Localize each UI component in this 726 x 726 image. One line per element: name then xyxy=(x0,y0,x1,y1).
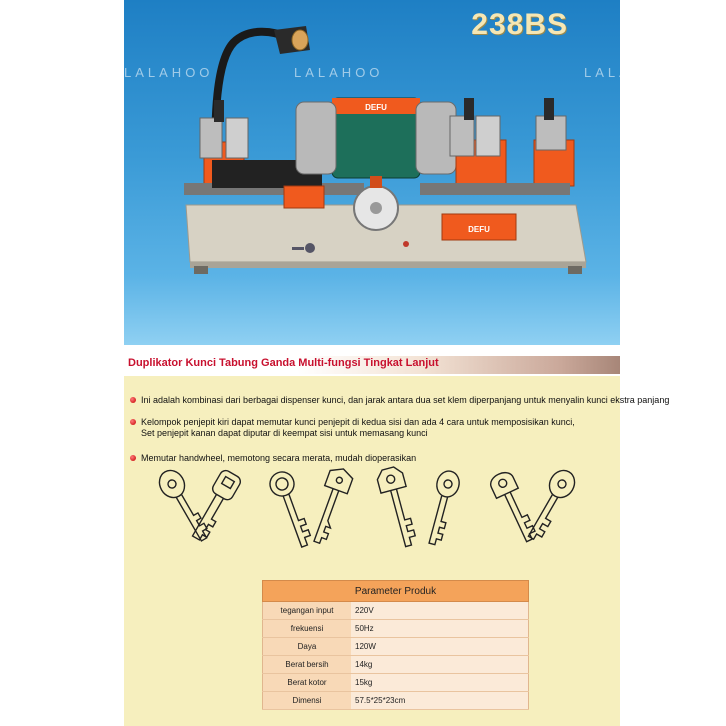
right-clamp-knob xyxy=(464,98,474,120)
left-cutter-guard xyxy=(296,102,336,174)
table-row xyxy=(263,656,529,674)
bullet-icon xyxy=(130,397,136,403)
param-value: 220V xyxy=(351,602,529,620)
watermark: LALAHOO xyxy=(294,65,384,80)
model-number: 238BS xyxy=(471,8,568,41)
param-label: tegangan input xyxy=(263,602,352,620)
title-bar xyxy=(124,356,620,374)
feature-text: Memutar handwheel, memotong secara merata, mudah dioperasikan xyxy=(141,453,417,463)
handwheel-knob xyxy=(370,176,382,188)
param-label: Berat bersih xyxy=(263,656,352,674)
machine-base-edge xyxy=(190,262,586,268)
machine-foot xyxy=(568,266,582,274)
left-clamp-knob xyxy=(214,100,224,122)
watermark: LALAHOO xyxy=(124,65,214,80)
watermark: LALAHOO xyxy=(584,65,674,80)
feature-item xyxy=(130,417,575,439)
motor-label: DEFU xyxy=(365,103,387,112)
table-row xyxy=(263,674,529,692)
far-right-clamp-knob xyxy=(544,98,554,120)
lamp-bulb-socket xyxy=(292,30,308,50)
param-label: Daya xyxy=(263,638,352,656)
feature-panel xyxy=(124,376,670,726)
key-machine-illustration xyxy=(124,0,620,345)
product-hero-image xyxy=(124,0,674,345)
parameter-table-header: Parameter Produk xyxy=(263,581,529,602)
bullet-icon xyxy=(130,455,136,461)
keys-illustration xyxy=(154,476,604,568)
feature-item xyxy=(130,395,669,406)
table-row xyxy=(263,620,529,638)
key-icon xyxy=(375,465,421,549)
feature-text: Set penjepit kanan dapat diputar di keempat sisi untuk memasang kunci xyxy=(141,428,428,438)
feature-item xyxy=(130,453,416,464)
param-value: 15kg xyxy=(351,674,529,692)
param-value: 57.5*25*23cm xyxy=(351,692,529,710)
key-icon xyxy=(421,469,462,547)
table-row xyxy=(263,602,529,620)
key-icon xyxy=(521,466,580,544)
feature-text: Kelompok penjepit kiri dapat memutar kunci penjepit di kedua sisi dan ada 4 cara untuk memposisikan kunci, xyxy=(141,417,575,427)
right-clamp xyxy=(450,116,474,156)
left-clamp xyxy=(226,118,248,158)
bullet-icon xyxy=(130,419,136,425)
param-label: Berat kotor xyxy=(263,674,352,692)
side-label: DEFU xyxy=(468,225,490,234)
right-clamp xyxy=(476,116,500,156)
power-switch-icon xyxy=(305,243,315,253)
param-value: 50Hz xyxy=(351,620,529,638)
parameter-table xyxy=(262,580,529,710)
param-value: 120W xyxy=(351,638,529,656)
param-label: frekuensi xyxy=(263,620,352,638)
key-icon xyxy=(267,469,316,551)
param-value: 14kg xyxy=(351,656,529,674)
table-row xyxy=(263,638,529,656)
machine-foot xyxy=(194,266,208,274)
far-right-clamp xyxy=(536,116,566,150)
param-label: Dimensi xyxy=(263,692,352,710)
right-carriage-rail xyxy=(420,183,570,195)
page-title: Duplikator Kunci Tabung Ganda Multi-fungsi Tingkat Lanjut xyxy=(128,357,439,369)
key-icon xyxy=(186,468,242,543)
left-carriage-block xyxy=(284,186,324,208)
indicator-light-icon xyxy=(403,241,409,247)
key-icon xyxy=(155,466,215,546)
left-clamp xyxy=(200,118,222,158)
key-icon xyxy=(488,469,541,545)
table-row xyxy=(263,692,529,710)
feature-text: Ini adalah kombinasi dari berbagai dispenser kunci, dan jarak antara dua set klem diperpanjang untuk menyalin kunci ekstra panjang xyxy=(141,395,670,405)
key-icon xyxy=(306,465,355,547)
